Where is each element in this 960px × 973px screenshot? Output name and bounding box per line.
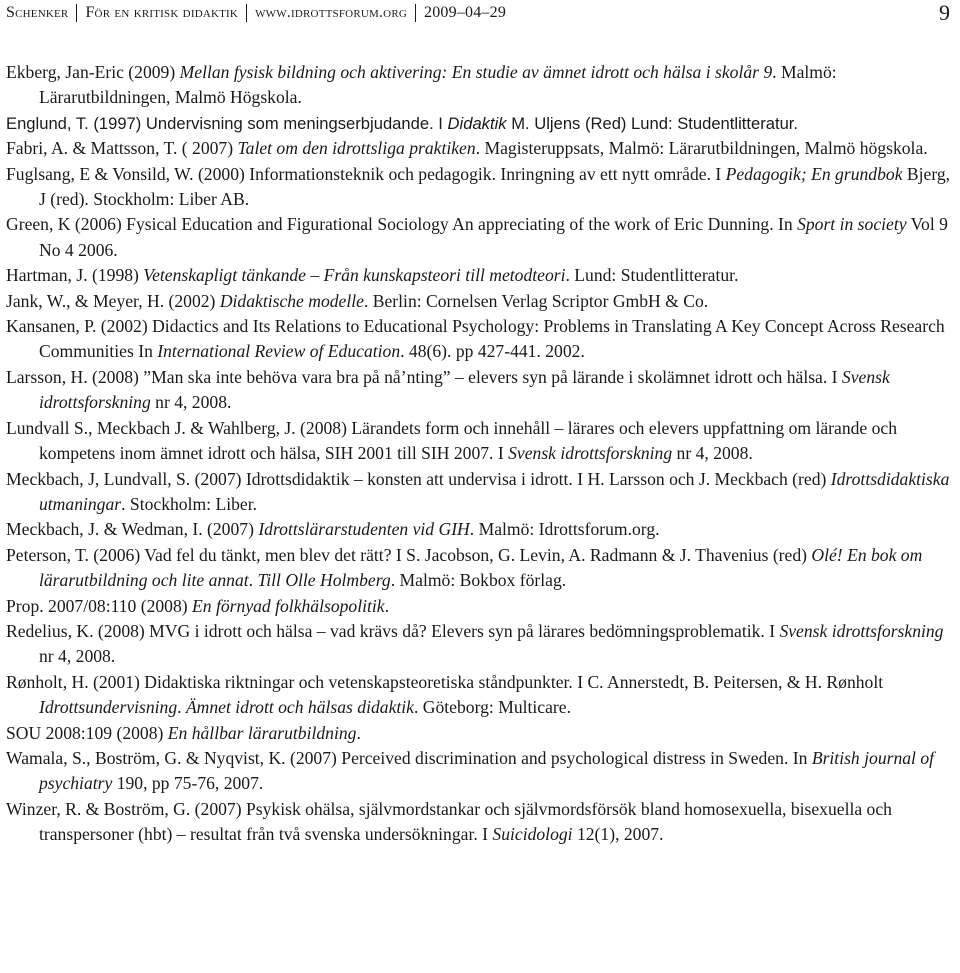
reference-entry <box>6 111 952 136</box>
reference-text: . Malmö: Idrottsforum.org. <box>469 519 660 540</box>
reference-text: Peterson, T. (2006) Vad fel du tänkt, men blev det rätt? I S. Jacobson, G. Levin, A. Radmann & J. Thavenius (red) <box>6 544 812 565</box>
reference-text: Wamala, S., Boström, G. & Nyqvist, K. (2007) Perceived discrimination and psychological distress in Sweden. In <box>6 747 812 768</box>
reference-text: Hartman, J. (1998) <box>6 265 144 286</box>
reference-entry <box>6 517 952 542</box>
reference-text: . <box>177 697 186 718</box>
reference-text: Jank, W., & Meyer, H. (2002) <box>6 290 220 311</box>
reference-entry <box>6 670 952 721</box>
reference-text: Ekberg, Jan-Eric (2009) <box>6 62 180 82</box>
reference-entry <box>6 721 952 746</box>
reference-title: En förnyad folkhälsopolitik <box>192 595 385 616</box>
reference-text: Fabri, A. & Mattsson, T. ( 2007) <box>6 138 238 159</box>
reference-text: . Berlin: Cornelsen Verlag Scriptor GmbH & Co. <box>363 290 709 311</box>
reference-text: Englund, T. (1997) Undervisning som meningserbjudande. I <box>6 113 448 133</box>
running-head <box>6 4 506 22</box>
reference-entry <box>6 594 952 619</box>
reference-title: Idrottsdidaktiska utmaningar <box>39 468 950 514</box>
reference-text: Prop. 2007/08:110 (2008) <box>6 595 193 616</box>
reference-text: nr 4, 2008. <box>672 443 753 464</box>
reference-entry <box>6 619 952 670</box>
reference-title: International Review of Education <box>157 341 401 362</box>
reference-entry <box>6 263 952 288</box>
reference-entry <box>6 162 952 213</box>
reference-text: Green, K (2006) Fysical Education and Figurational Sociology An appreciating of the work of Eric Dunning. In <box>6 214 798 235</box>
reference-text: Meckbach, J, Lundvall, S. (2007) Idrottsdidaktik – konsten att undervisa i idrott. I H. Larsson och J. Meckbach (red) <box>6 468 831 489</box>
reference-text: Bjerg, J (red). Stockholm: Liber AB. <box>39 163 951 210</box>
reference-text: . 48(6). pp 427-441. 2002. <box>400 341 585 362</box>
reference-text: nr 4, 2008. <box>39 646 116 667</box>
reference-title: Idrottslärarstudenten vid GIH <box>258 519 470 540</box>
reference-text: Fuglsang, E & Vonsild, W. (2000) Informationsteknik och pedagogik. Inringning av ett nytt område. I <box>6 163 726 184</box>
reference-text: SOU 2008:109 (2008) <box>6 722 168 743</box>
reference-text: . <box>384 595 389 616</box>
reference-title: Svensk idrottsforskning <box>779 620 944 641</box>
reference-entry <box>6 797 952 848</box>
reference-entry <box>6 416 952 467</box>
running-head-author: Schenker <box>6 4 69 21</box>
reference-title: En hållbar lärarutbildning <box>167 722 357 743</box>
reference-title: Suicidologi <box>492 824 573 845</box>
reference-text: Rønholt, H. (2001) Didaktiska riktningar och vetenskapsteoretiska ståndpunkter. I C. Annerstedt, B. Peitersen, & H. Rønholt <box>6 671 884 692</box>
reference-text: 12(1), 2007. <box>572 824 664 845</box>
reference-entry <box>6 314 952 365</box>
reference-title: Mellan fysisk bildning och aktivering: En studie av ämnet idrott och hälsa i skolår 9 <box>179 62 773 82</box>
reference-text: . Malmö: Bokbox förlag. <box>390 570 567 591</box>
reference-text: Lundvall S., Meckbach J. & Wahlberg, J. (2008) Lärandets form och innehåll – lärares och elevers uppfattning om lärande och kompetens inom ämnet idrott och hälsa, SIH 2001 till SIH 2007. I <box>6 417 898 464</box>
reference-text: . Stockholm: Liber. <box>121 493 257 514</box>
reference-title: Pedagogik; En grundbok <box>725 163 903 184</box>
reference-entry <box>6 136 952 161</box>
reference-title: Ämnet idrott och hälsas didaktik <box>185 697 414 718</box>
reference-text: . Malmö: Lärarutbildningen, Malmö Högskola. <box>39 62 837 108</box>
header-divider <box>76 4 77 22</box>
reference-title: Svensk idrottsforskning <box>39 366 890 413</box>
reference-title: Olé! En bok om lärarutbildning och lite annat <box>39 544 923 591</box>
running-head-site: www.idrottsforum.org <box>255 4 408 21</box>
reference-title: Vetenskapligt tänkande – Från kunskapsteori till metodteori <box>143 265 566 286</box>
reference-title: Sport in society <box>797 214 907 235</box>
reference-title: Talet om den idrottsliga praktiken <box>237 138 476 159</box>
reference-entry <box>6 746 952 797</box>
reference-text: . Lund: Studentlitteratur. <box>565 265 739 286</box>
reference-text: Winzer, R. & Boström, G. (2007) Psykisk ohälsa, självmordstankar och självmordsförsök bland homosexuella, bisexuella och transpersoner (hbt) – resultat från två svenska undersökningar. I <box>6 798 892 845</box>
page-header <box>6 2 950 24</box>
reference-title: Svensk idrottsforskning <box>508 443 673 464</box>
header-divider <box>246 4 247 22</box>
reference-title: Till Olle Holmberg <box>257 570 391 591</box>
reference-entry <box>6 467 952 518</box>
running-head-title: För en kritisk didaktik <box>85 4 239 21</box>
reference-title: Didaktik <box>447 113 507 133</box>
reference-text: . Göteborg: Multicare. <box>413 697 571 718</box>
reference-text: . <box>248 570 258 591</box>
reference-text: 190, pp 75-76, 2007. <box>112 773 264 794</box>
reference-title: British journal of psychiatry <box>39 747 935 794</box>
header-divider <box>415 4 416 22</box>
page-number: 9 <box>939 0 950 25</box>
reference-text: Vol 9 No 4 2006. <box>39 214 948 260</box>
reference-text: . <box>356 722 361 743</box>
reference-text: Kansanen, P. (2002) Didactics and Its Relations to Educational Psychology: Problems in Translating A Key Concept Across Research Communities In <box>6 316 945 362</box>
reference-entry <box>6 365 952 416</box>
reference-text: Redelius, K. (2008) MVG i idrott och hälsa – vad krävs då? Elevers syn på lärares bedömningsproblematik. I <box>6 620 780 641</box>
reference-text: Larsson, H. (2008) ”Man ska inte behöva vara bra på nå’nting” – elevers syn på lärande i skolämnet idrott och hälsa. I <box>6 366 842 387</box>
reference-entry <box>6 212 952 263</box>
reference-entry <box>6 289 952 314</box>
reference-list <box>6 60 952 848</box>
reference-title: Idrottsundervisning <box>39 697 178 718</box>
running-head-date: 2009–04–29 <box>424 4 507 21</box>
reference-text: nr 4, 2008. <box>150 392 232 413</box>
reference-text: Meckbach, J. & Wedman, I. (2007) <box>6 519 259 540</box>
reference-entry <box>6 60 952 111</box>
reference-entry <box>6 543 952 594</box>
reference-text: M. Uljens (Red) Lund: Studentlitteratur. <box>506 113 799 133</box>
reference-title: Didaktische modelle <box>219 290 364 311</box>
reference-text: . Magisteruppsats, Malmö: Lärarutbildningen, Malmö högskola. <box>475 138 928 159</box>
